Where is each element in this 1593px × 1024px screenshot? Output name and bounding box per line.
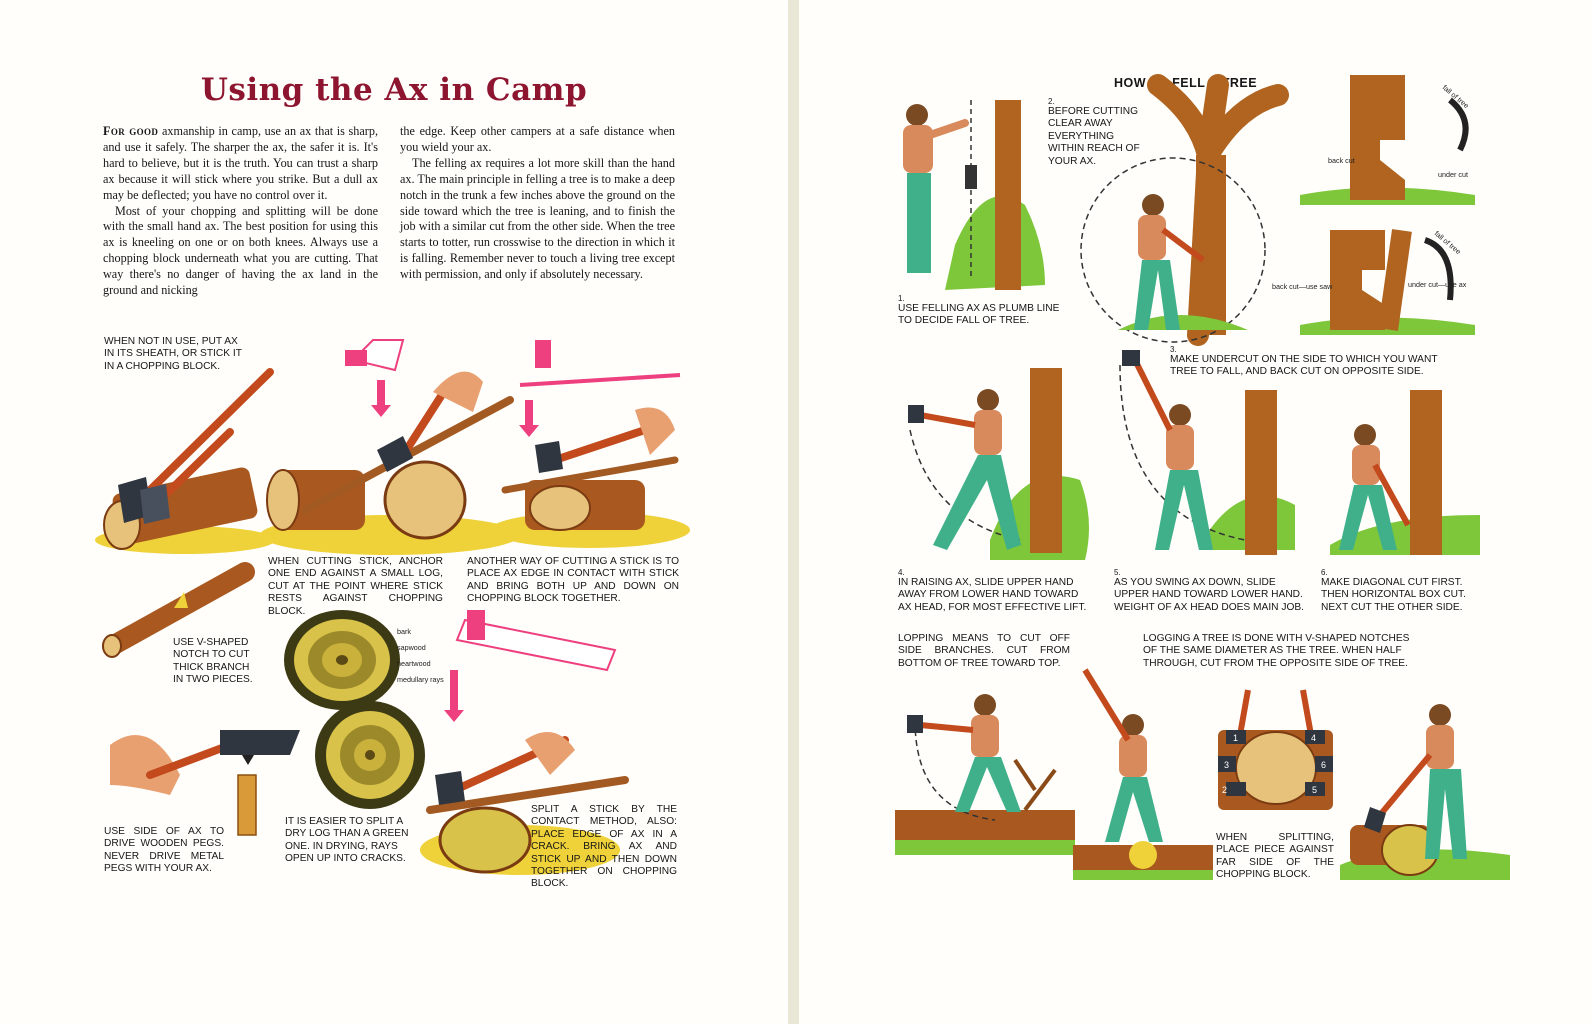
step-6-text: MAKE DIAGONAL CUT FIRST. THEN HORIZONTAL BOX CUT. NEXT CUT THE OTHER SIDE. <box>1321 577 1466 613</box>
log-label-medullary-rays: medullary rays <box>397 675 444 684</box>
step-6-caption <box>1321 568 1486 614</box>
notch-label-back-cut: back cut <box>1328 156 1355 165</box>
step-4-number: 4. <box>898 568 905 577</box>
notch-label-fall-of-tree-2: fall of tree <box>1432 228 1463 257</box>
raising-ax-figure-illustration <box>900 360 1100 560</box>
step-3-text: MAKE UNDERCUT ON THE SIDE TO WHICH YOU WANT TREE TO FALL, AND BACK CUT ON OPPOSITE SIDE. <box>1170 354 1438 378</box>
fell-tree-heading: HOW TO FELL A TREE <box>1114 76 1258 90</box>
swinging-ax-figure-illustration <box>1110 345 1300 560</box>
step-5-number: 5. <box>1114 568 1121 577</box>
lead-in: For good <box>103 124 159 138</box>
logging-notch-diagram <box>1218 690 1333 820</box>
notch-number-3: 3 <box>1224 760 1230 770</box>
col2-paragraph-1: the edge. Keep other campers at a safe distance when you wield your ax. <box>400 124 675 154</box>
log-label-bark: bark <box>397 627 411 636</box>
step-1-text: USE FELLING AX AS PLUMB LINE TO DECIDE FALL OF TREE. <box>898 303 1060 327</box>
notch-number-2: 2 <box>1222 785 1228 795</box>
caption-contact-method: SPLIT A STICK BY THE CONTACT METHOD, ALSO: PLACE EDGE OF AX IN A CRACK. BRING AX AND STICK UP AND THEN DOWN TOGETHER ON CHOPPING BLOCK. <box>531 804 677 890</box>
stick-on-block-cutting-illustration <box>495 330 690 555</box>
article-column-2 <box>400 124 675 283</box>
article-column-1 <box>103 124 378 299</box>
caption-dry-log: IT IS EASIER TO SPLIT A DRY LOG THAN A GREEN ONE. IN DRYING, RAYS OPEN UP INTO CRACKS. <box>285 816 409 865</box>
caption-anchor-stick: WHEN CUTTING STICK, ANCHOR ONE END AGAINST A SMALL LOG, CUT AT THE POINT WHERE STICK RESTS AGAINST CHOPPING BLOCK. <box>268 556 443 617</box>
step-6-number: 6. <box>1321 568 1328 577</box>
step-1-number: 1. <box>898 294 905 303</box>
step-2-text: BEFORE CUTTING CLEAR AWAY EVERYTHING WITHIN REACH OF YOUR AX. <box>1048 106 1140 167</box>
step-5-caption <box>1114 568 1309 614</box>
axes-in-chopping-block-illustration <box>100 360 275 555</box>
notch-number-4: 4 <box>1311 733 1317 743</box>
step-5-text: AS YOU SWING AX DOWN, SLIDE UPPER HAND TOWARD LOWER HAND. WEIGHT OF AX HEAD DOES MAIN JOB. <box>1114 577 1305 613</box>
step-2-number: 2. <box>1048 97 1055 106</box>
caption-another-way: ANOTHER WAY OF CUTTING A STICK IS TO PLACE AX EDGE IN CONTACT WITH STICK AND BRING BOTH UP AND DOWN ON CHOPPING BLOCK TOGETHER. <box>467 556 679 605</box>
notch-label-under-cut-ax: under cut—use ax <box>1408 280 1467 289</box>
caption-splitting: WHEN SPLITTING, PLACE PIECE AGAINST FAR SIDE OF THE CHOPPING BLOCK. <box>1216 832 1334 881</box>
undercut-backcut-diagram <box>1300 70 1480 335</box>
step-2-caption <box>1048 97 1143 168</box>
notch-label-fall-of-tree-1: fall of tree <box>1440 82 1471 111</box>
log-label-heartwood: heartwood <box>397 659 431 668</box>
peg-driving-illustration <box>110 705 310 840</box>
caption-logging: LOGGING A TREE IS DONE WITH V-SHAPED NOTCHES OF THE SAME DIAMETER AS THE TREE. WHEN HALF THROUGH, CUT FROM THE OPPOSITE SIDE OF TREE. <box>1143 633 1410 669</box>
caption-sheath: WHEN NOT IN USE, PUT AX IN ITS SHEATH, OR STICK IT IN A CHOPPING BLOCK. <box>104 336 242 372</box>
notch-label-under-cut: under cut <box>1438 170 1468 179</box>
page-title: Using the Ax in Camp <box>200 72 588 108</box>
step-4-text: IN RAISING AX, SLIDE UPPER HAND AWAY FROM LOWER HAND TOWARD AX HEAD, FOR MOST EFFECTIVE LIFT. <box>898 577 1087 613</box>
notch-label-back-cut-saw: back cut—use saw <box>1272 282 1333 291</box>
step-3-number: 3. <box>1170 345 1177 354</box>
col2-paragraph-2: The felling ax requires a lot more skill than the hand ax. The main principle in felling a tree is to make a deep notch in the trunk a few inches above the ground on the side toward which the tree is leaning, and to finish the job with a similar cut from the other side. When the tree starts to totter, run crosswise to the direction in which it is falling. Remember never to touch a living tree except with permission, and only if absolutely necessary. <box>400 155 675 282</box>
col1-paragraph-2: Most of your chopping and splitting will be done with the small hand ax. The best position for using this ax is kneeling on one or on both knees. Always use a chopping block underneath what you are cutting. That way there's no danger of having the ax land in the ground and nicking <box>103 203 378 298</box>
notch-number-5: 5 <box>1312 785 1318 795</box>
step-4-caption <box>898 568 1091 614</box>
notch-number-1: 1 <box>1233 733 1239 743</box>
logging-figure-illustration <box>1073 665 1213 880</box>
log-label-sapwood: sapwood <box>397 643 426 652</box>
step-1-caption <box>898 294 1073 328</box>
anchored-stick-cutting-illustration <box>265 330 515 555</box>
col1-paragraph-1: axmanship in camp, use an ax that is sharp, and use it safely. The sharper the ax, the safer it is. It's hard to believe, but it is the truth. You can trust a sharp ax because it will stick where you strike. But a dull ax may be deflected; you have no control over it. <box>103 124 379 202</box>
splitting-figure-illustration <box>1340 705 1510 880</box>
notch-number-6: 6 <box>1321 760 1327 770</box>
plumb-line-figure-illustration <box>885 95 1050 290</box>
caption-lopping: LOPPING MEANS TO CUT OFF SIDE BRANCHES. CUT FROM BOTTOM OF TREE TOWARD TOP. <box>898 633 1070 669</box>
caption-drive-pegs: USE SIDE OF AX TO DRIVE WOODEN PEGS. NEVER DRIVE METAL PEGS WITH YOUR AX. <box>104 826 224 875</box>
lopping-figure-illustration <box>895 690 1075 865</box>
box-cut-figure-illustration <box>1320 375 1485 560</box>
caption-v-notch: USE V-SHAPED NOTCH TO CUT THICK BRANCH IN TWO PIECES. <box>173 637 253 686</box>
